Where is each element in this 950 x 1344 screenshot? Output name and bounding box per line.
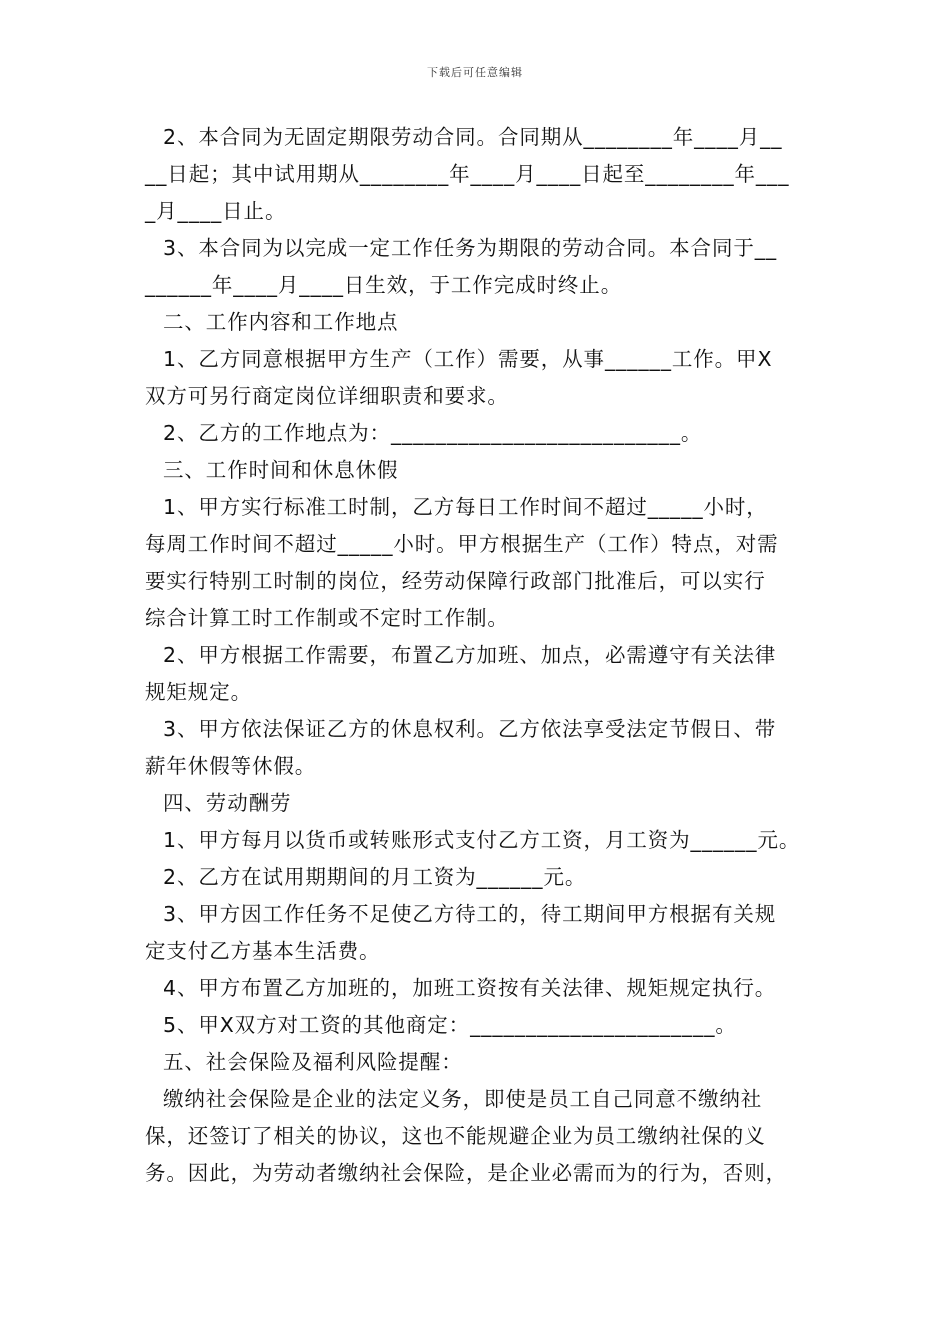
document-body (145, 119, 817, 1192)
pay-clause-5: 5、甲X双方对工资的其他商定：______________________。 (163, 1013, 737, 1037)
hours-clause-2-line-1: 2、甲方根据工作需要，布置乙方加班、加点，必需遵守有关法律 (163, 643, 777, 667)
pay-clause-2: 2、乙方在试用期期间的月工资为______元。 (163, 865, 587, 889)
pay-clause-3-line-1: 3、甲方因工作任务不足使乙方待工的，待工期间甲方根据有关规 (163, 902, 777, 926)
pay-clause-4: 4、甲方布置乙方加班的，加班工资按有关法律、规矩规定执行。 (163, 976, 777, 1000)
insurance-paragraph-line-2: 保，还签订了相关的协议，这也不能规避企业为员工缴纳社保的义 (145, 1124, 766, 1148)
clause-2-line-3: _月____日止。 (145, 199, 287, 223)
section-heading-remuneration: 四、劳动酬劳 (163, 791, 292, 815)
page-header-note: 下载后可任意编辑 (427, 66, 523, 79)
clause-2-line-2: __日起；其中试用期从________年____月____日起至________年___ (145, 162, 790, 186)
section-heading-work-content: 二、工作内容和工作地点 (163, 310, 399, 334)
hours-clause-2-line-2: 规矩规定。 (145, 680, 252, 704)
section-heading-social-insurance: 五、社会保险及福利风险提醒： (163, 1050, 463, 1074)
work-clause-2: 2、乙方的工作地点为：__________________________。 (163, 421, 703, 445)
pay-clause-3-line-2: 定支付乙方基本生活费。 (145, 939, 381, 963)
section-heading-work-hours: 三、工作时间和休息休假 (163, 458, 399, 482)
clause-3-line-2: ______年____月____日生效，于工作完成时终止。 (145, 273, 623, 297)
insurance-paragraph-line-3: 务。因此，为劳动者缴纳社会保险，是企业必需而为的行为，否则， (145, 1161, 787, 1185)
hours-clause-1-line-1: 1、甲方实行标准工时制，乙方每日工作时间不超过_____小时， (163, 495, 768, 519)
hours-clause-1-line-4: 综合计算工时工作制或不定时工作制。 (145, 606, 509, 630)
hours-clause-1-line-2: 每周工作时间不超过_____小时。甲方根据生产（工作）特点，对需 (145, 532, 779, 556)
hours-clause-3-line-2: 薪年休假等休假。 (145, 754, 317, 778)
clause-3-line-1: 3、本合同为以完成一定工作任务为期限的劳动合同。本合同于__ (163, 236, 778, 260)
hours-clause-1-line-3: 要实行特别工时制的岗位，经劳动保障行政部门批准后，可以实行 (145, 569, 766, 593)
work-clause-1-line-1: 1、乙方同意根据甲方生产（工作）需要，从事______工作。甲X (163, 347, 773, 371)
pay-clause-1: 1、甲方每月以货币或转账形式支付乙方工资，月工资为______元。 (163, 828, 801, 852)
work-clause-1-line-2: 双方可另行商定岗位详细职责和要求。 (145, 384, 509, 408)
insurance-paragraph-line-1: 缴纳社会保险是企业的法定义务，即使是员工自己同意不缴纳社 (163, 1087, 763, 1111)
hours-clause-3-line-1: 3、甲方依法保证乙方的休息权利。乙方依法享受法定节假日、带 (163, 717, 777, 741)
clause-2-line-1: 2、本合同为无固定期限劳动合同。合同期从________年____月__ (163, 125, 783, 149)
